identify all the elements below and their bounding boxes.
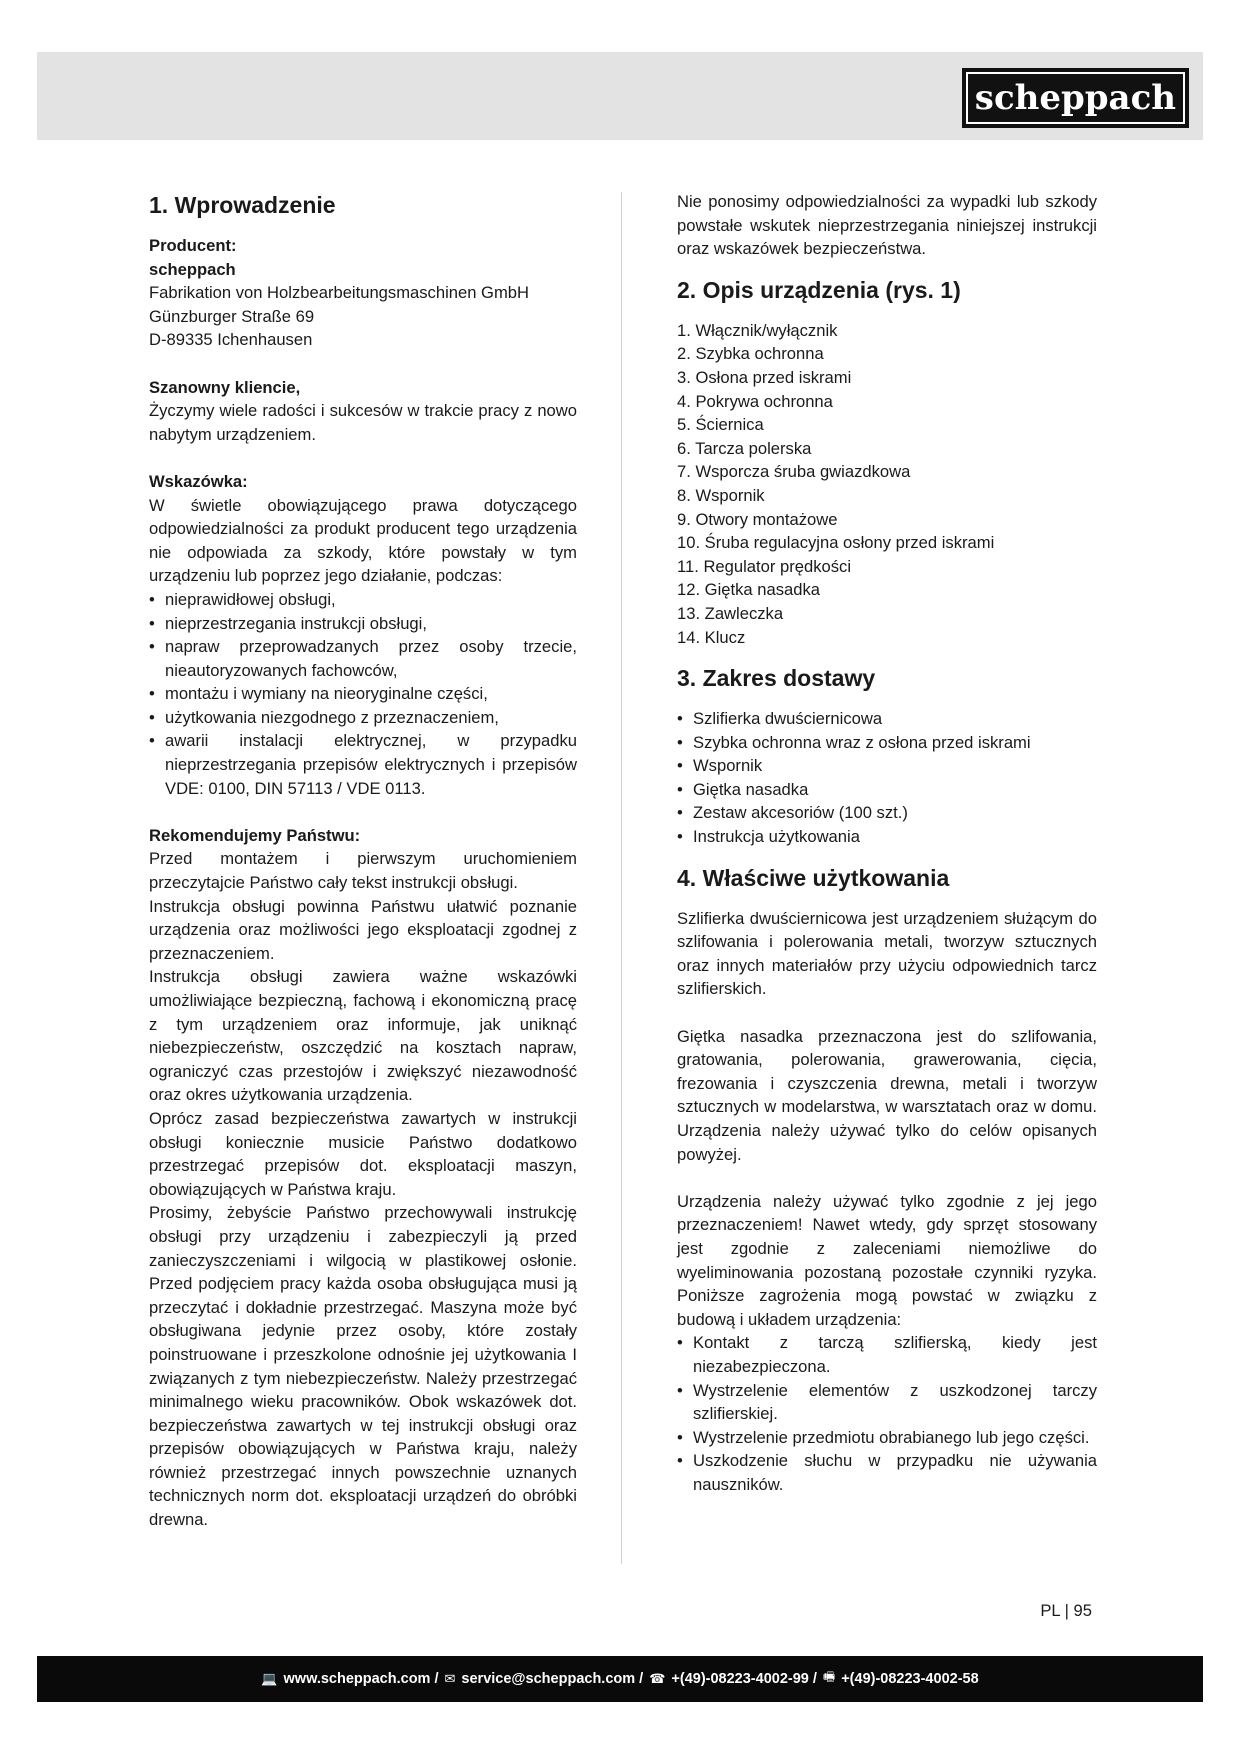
recommend-label: Rekomendujemy Państwu:	[149, 825, 361, 845]
producer-label: Producent:	[149, 236, 237, 255]
list-item: • awarii instalacji elektrycznej, w przypadku nieprzestrzegania przepisów elektrycznych i przepisów VDE: 0100, DIN 57113 / VDE 0113.	[149, 729, 577, 800]
list-item: 10. Śruba regulacyjna osłony przed iskrami	[677, 533, 995, 553]
list-item: • Zestaw akcesoriów (100 szt.)	[677, 801, 1097, 825]
footer-phone: +(49)-08223-4002-99 /	[671, 1671, 817, 1687]
section-title-introduction: 1. Wprowadzenie	[149, 192, 336, 218]
list-item: • nieprawidłowej obsługi,	[149, 588, 577, 612]
list-item: 4. Pokrywa ochronna	[677, 391, 833, 411]
recommend-paragraph: Oprócz zasad bezpieczeństwa zawartych w instrukcji obsługi koniecznie musicie Państwo dodatkowo przestrzegać przepisów dot. eksploatacji maszyn, obowiązujących w Państwa kraju.	[149, 1108, 577, 1199]
list-item: • montażu i wymiany na nieoryginalne części,	[149, 682, 577, 706]
list-item: 13. Zawleczka	[677, 603, 784, 623]
list-item: • Szlifierka dwuściernicowa	[677, 707, 1097, 731]
list-item: • Uszkodzenie słuchu w przypadku nie używania nauszników.	[677, 1449, 1097, 1496]
recommend-paragraph: Instrukcja obsługi zawiera ważne wskazówki umożliwiające bezpieczną, fachową i ekonomiczną pracę z tym urządzeniem oraz informuje, jak uniknąć niebezpieczeństw, oszczędzić na kosztach napraw, ograniczyć czas przestojów i zwiększyć niezawodność oraz okres użytkowania urządzenia.	[149, 967, 577, 1105]
list-item: 5. Ściernica	[677, 415, 764, 435]
list-item: 1. Włącznik/wyłącznik	[677, 320, 838, 340]
list-item: • Wystrzelenie przedmiotu obrabianego lub jego części.	[677, 1426, 1097, 1450]
list-item: 11. Regulator prędkości	[677, 556, 852, 576]
list-item: 2. Szybka ochronna	[677, 344, 824, 364]
right-column	[677, 190, 1097, 1497]
list-item: 12. Giętka nasadka	[677, 580, 820, 600]
list-item: • użytkowania niezgodnego z przeznaczeniem,	[149, 706, 577, 730]
computer-icon: 💻	[261, 1671, 278, 1686]
list-item: • Wystrzelenie elementów z uszkodzonej tarczy szlifierskiej.	[677, 1379, 1097, 1426]
section-title-description: 2. Opis urządzenia (rys. 1)	[677, 276, 961, 303]
list-item: • Instrukcja użytkowania	[677, 825, 1097, 849]
delivery-list	[677, 707, 1097, 849]
page-number: PL | 95	[1040, 1601, 1092, 1620]
list-item: 8. Wspornik	[677, 485, 765, 505]
list-item: 6. Tarcza polerska	[677, 438, 812, 458]
footer-fax: +(49)-08223-4002-58	[841, 1671, 979, 1687]
recommend-paragraph: Przed montażem i pierwszym uruchomieniem przeczytajcie Państwo cały tekst instrukcji obsługi.	[149, 849, 577, 893]
description-list	[677, 319, 1097, 649]
producer-name: scheppach	[149, 259, 236, 279]
scheppach-logo: scheppach	[962, 68, 1189, 128]
list-item: • Giętka nasadka	[677, 778, 1097, 802]
list-item: • nieprzestrzegania instrukcji obsługi,	[149, 612, 577, 636]
footer-email: service@scheppach.com /	[461, 1671, 644, 1687]
list-item: • Szybka ochronna wraz z osłona przed iskrami	[677, 731, 1097, 755]
section-title-delivery: 3. Zakres dostawy	[677, 665, 876, 692]
list-item: 3. Osłona przed iskrami	[677, 367, 852, 387]
greeting-text: Życzymy wiele radości i sukcesów w trakcie pracy z nowo nabytym urządzeniem.	[149, 401, 577, 444]
note-text: W świetle obowiązującego prawa dotyczącego odpowiedzialności za produkt producent tego urządzenia nie odpowiada za szkody, które powstały w tym urządzeniu lub poprzez jego działanie, podczas:	[149, 495, 577, 586]
page-header	[37, 52, 1203, 140]
note-label: Wskazówka:	[149, 471, 248, 491]
disclaimer-text: Nie ponosimy odpowiedzialności za wypadki lub szkody powstałe wskutek nieprzestrzegania niniejszej instrukcji oraz wskazówek bezpieczeństwa.	[677, 192, 1097, 259]
list-item: 9. Otwory montażowe	[677, 509, 838, 529]
use-paragraph: Giętka nasadka przeznaczona jest do szlifowania, gratowania, polerowania, grawerowania, cięcia, frezowania i czyszczenia drewna, metali i tworzyw sztucznych w modelarstwa, w warsztatach oraz w domu. Urządzenia należy używać tylko do celów opisanych powyżej.	[677, 1026, 1097, 1164]
producer-line: Günzburger Straße 69	[149, 306, 315, 326]
use-paragraph: Szlifierka dwuściernicowa jest urządzeniem służącym do szlifowania i polerowania metali, tworzyw sztucznych oraz innych materiałów przy użyciu odpowiednich tarcz szlifierskich.	[677, 908, 1097, 999]
producer-line: D-89335 Ichenhausen	[149, 330, 313, 350]
list-item: • Wspornik	[677, 754, 1097, 778]
fax-icon: 🖷	[822, 1669, 836, 1684]
risk-list	[677, 1331, 1097, 1496]
left-column	[149, 190, 577, 1532]
list-item: • napraw przeprowadzanych przez osoby trzecie, nieautoryzowanych fachowców,	[149, 635, 577, 682]
list-item: 7. Wsporcza śruba gwiazdkowa	[677, 462, 911, 482]
recommend-paragraph: Instrukcja obsługi powinna Państwu ułatwić poznanie urządzenia oraz możliwości jego eksploatacji zgodnej z przeznaczeniem.	[149, 896, 577, 963]
section-title-intended-use: 4. Właściwe użytkowania	[677, 864, 950, 891]
note-list	[149, 588, 577, 800]
phone-icon: ☎	[649, 1671, 666, 1686]
page-footer	[37, 1656, 1203, 1702]
footer-website: www.scheppach.com /	[283, 1671, 439, 1687]
recommend-paragraph: Prosimy, żebyście Państwo przechowywali instrukcję obsługi przy urządzeniu i zabezpieczyli ją przed zanieczyszczeniami i wilgocią w plastikowej osłonie. Przed podjęciem pracy każda osoba obsługująca musi ją przeczytać i dokładnie przestrzegać. Maszyna może być obsługiwana jedynie przez osoby, które zostały poinstruowane i przeszkolone odnośnie jej użytkowania I związanych z tym niebezpieczeństw. Należy przestrzegać minimalnego wieku pracowników. Obok wskazówek dot. bezpieczeństwa zawartych w tej instrukcji obsługi oraz przepisów obowiązujących w Państwa kraju, należy również przestrzegać innych powszechnie uznanych technicznych norm dot. eksploatacji urządzeń do obróbki drewna.	[149, 1203, 577, 1530]
column-divider	[621, 192, 622, 1564]
mail-icon: ✉	[444, 1671, 456, 1686]
list-item: 14. Klucz	[677, 627, 746, 647]
producer-line: Fabrikation von Holzbearbeitungsmaschinen GmbH	[149, 283, 530, 303]
use-paragraph: Urządzenia należy używać tylko zgodnie z jej jego przeznaczeniem! Nawet wtedy, gdy sprzęt stosowany jest zgodnie z zaleceniami niemożliwe do wyeliminowania pozostaną pozostałe czynniki ryzyka. Poniższe zagrożenia mogą powstać w związku z budową i układem urządzenia:	[677, 1191, 1097, 1329]
list-item: • Kontakt z tarczą szlifierską, kiedy jest niezabezpieczona.	[677, 1331, 1097, 1378]
greeting-label: Szanowny kliencie,	[149, 377, 301, 397]
